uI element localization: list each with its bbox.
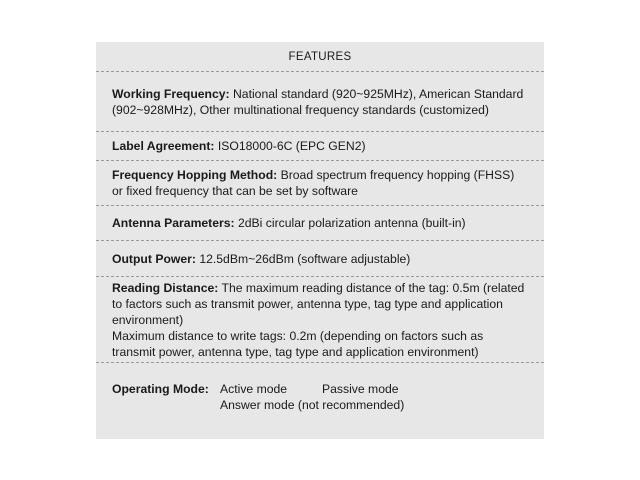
feature-label: Antenna Parameters: xyxy=(112,216,235,230)
feature-value: 2dBi circular polarization antenna (built-in) xyxy=(234,216,466,230)
feature-text xyxy=(112,215,528,231)
feature-label: Label Agreement: xyxy=(112,139,215,153)
feature-text xyxy=(112,167,528,199)
features-table xyxy=(96,42,544,439)
feature-label: Working Frequency: xyxy=(112,86,230,101)
operating-mode-line xyxy=(112,381,528,413)
feature-label: Frequency Hopping Method: xyxy=(112,168,278,182)
feature-value: The maximum reading distance of the tag: 0.5m (related to factors such as transmit power, antenna type, tag type and application environment) xyxy=(112,280,525,327)
feature-row-reading-distance xyxy=(96,277,544,363)
operating-mode-top xyxy=(220,381,404,397)
feature-value: National standard (920~925MHz), American Standard (902~928MHz), Other multinational frequency standards (customized) xyxy=(112,86,524,117)
operating-mode-values xyxy=(220,381,404,413)
feature-text xyxy=(112,138,528,154)
feature-row-working-frequency xyxy=(96,72,544,132)
mode-answer: Answer mode (not recommended) xyxy=(220,398,405,412)
feature-label: Output Power: xyxy=(112,251,196,266)
feature-text xyxy=(112,251,528,267)
feature-label: Reading Distance: xyxy=(112,280,219,295)
feature-value: ISO18000-6C (EPC GEN2) xyxy=(214,139,366,153)
mode-active: Active mode xyxy=(220,382,288,396)
mode-passive: Passive mode xyxy=(322,382,399,396)
feature-value: Broad spectrum frequency hopping (FHSS) or fixed frequency that can be set by software xyxy=(112,168,515,198)
feature-row-frequency-hopping xyxy=(96,161,544,206)
feature-label: Operating Mode: xyxy=(112,382,209,396)
feature-row-label-agreement xyxy=(96,132,544,161)
feature-text xyxy=(112,86,528,118)
feature-row-output-power xyxy=(96,241,544,277)
feature-value-secondary: Maximum distance to write tags: 0.2m (depending on factors such as transmit power, antenna type, tag type and application environment) xyxy=(112,328,484,359)
features-header: FEATURES xyxy=(96,42,544,72)
feature-value: 12.5dBm~26dBm (software adjustable) xyxy=(195,251,411,266)
feature-row-operating-mode xyxy=(96,363,544,439)
feature-text xyxy=(112,280,528,328)
feature-row-antenna-parameters xyxy=(96,206,544,241)
